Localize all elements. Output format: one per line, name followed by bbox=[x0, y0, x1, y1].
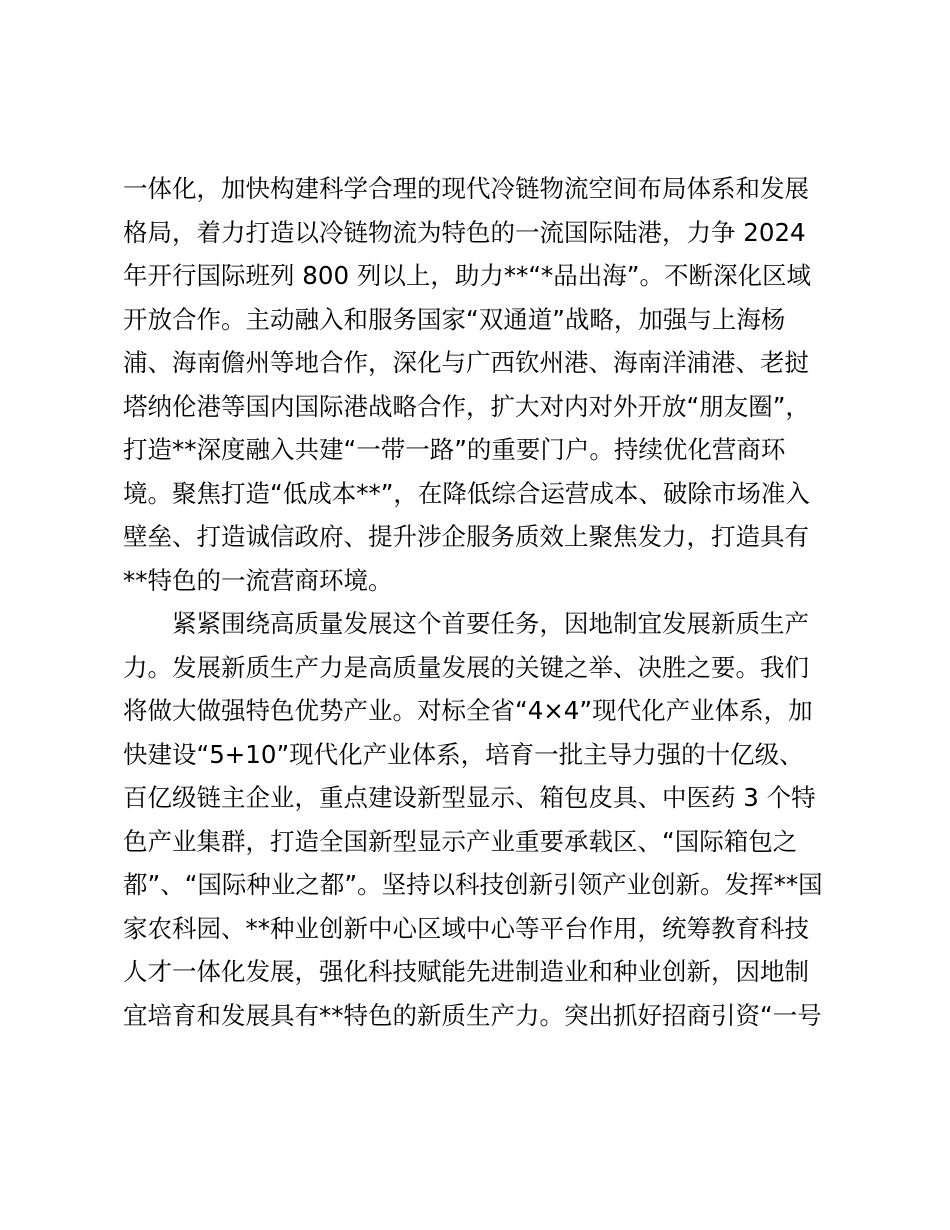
text-line: **特色的一流营商环境。 bbox=[123, 565, 393, 595]
text-line: 境。聚焦打造“低成本**”，在降低综合运营成本、破除市场准入 bbox=[123, 478, 810, 508]
text-line: 人才一体化发展，强化科技赋能先进制造业和种业创新，因地制 bbox=[123, 957, 809, 986]
text-line: 开放合作。主动融入和服务国家“双通道”战略，加强与上海杨 bbox=[123, 304, 786, 334]
text-line: 塔纳伦港等国内国际港战略合作，扩大对内对外开放“朋友圈”， bbox=[123, 391, 810, 421]
text-line: 家农科园、**种业创新中心区域中心等平台作用，统筹教育科技 bbox=[123, 913, 809, 943]
text-line: 紧紧围绕高质量发展这个首要任务，因地制宜发展新质生产 bbox=[123, 609, 809, 638]
text-line: 年开行国际班列 800 列以上，助力**“*品出海”。不断深化区域 bbox=[123, 261, 811, 290]
text-line: 将做大做强特色优势产业。对标全省“4×4”现代化产业体系，加 bbox=[123, 696, 813, 725]
text-line: 都”、“国际种业之都”。坚持以科技创新引领产业创新。发挥**国 bbox=[123, 870, 823, 899]
text-line: 快建设“5+10”现代化产业体系，培育一批主导力强的十亿级、 bbox=[123, 739, 804, 769]
text-line: 一体化，加快构建科学合理的现代冷链物流空间布局体系和发展 bbox=[123, 174, 809, 203]
text-line: 打造**深度融入共建“一带一路”的重要门户。持续优化营商环 bbox=[123, 435, 786, 464]
text-line: 浦、海南儋州等地合作，深化与广西钦州港、海南洋浦港、老挝 bbox=[123, 348, 809, 377]
document-body-text bbox=[123, 167, 833, 1037]
text-line: 力。发展新质生产力是高质量发展的关键之举、决胜之要。我们 bbox=[123, 652, 809, 682]
text-line: 壁垒、打造诚信政府、提升涉企服务质效上聚焦发力，打造具有 bbox=[123, 522, 809, 551]
text-line: 百亿级链主企业，重点建设新型显示、箱包皮具、中医药 3 个特 bbox=[123, 783, 816, 812]
text-line: 色产业集群，打造全国新型显示产业重要承载区、“国际箱包之 bbox=[123, 826, 798, 856]
text-line: 格局，着力打造以冷链物流为特色的一流国际陆港，力争 2024 bbox=[123, 217, 806, 247]
text-line: 宜培育和发展具有**特色的新质生产力。突出抓好招商引资“一号 bbox=[123, 1000, 822, 1030]
